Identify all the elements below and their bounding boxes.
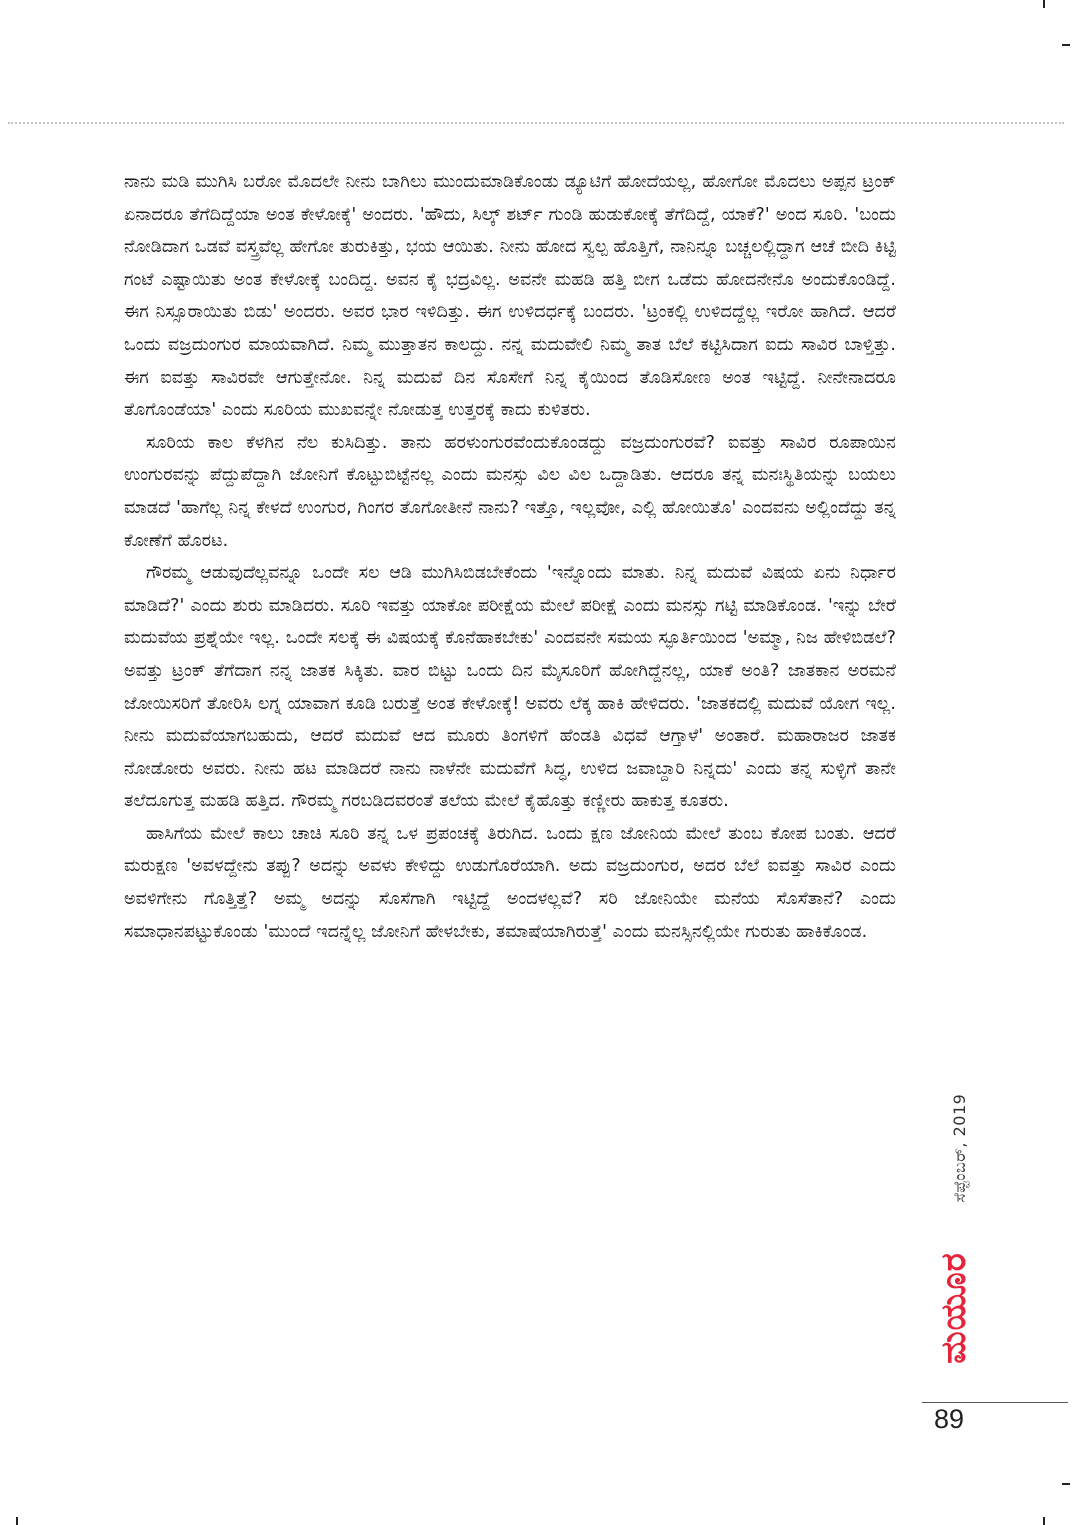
- header-dotted-rule: [8, 122, 1064, 124]
- page-number: 89: [934, 1404, 965, 1434]
- article-paragraph: ಹಾಸಿಗೆಯ ಮೇಲೆ ಕಾಲು ಚಾಚಿ ಸೂರಿ ತನ್ನ ಒಳ ಪ್ರಪಂಚಕ್ಕೆ ತಿರುಗಿದ. ಒಂದು ಕ್ಷಣ ಜೋನಿಯ ಮೇಲೆ ತುಂಬ ಕೋಪ ಬಂತು. ಆದರೆ ಮರುಕ್ಷಣ 'ಅವಳದ್ದೇನು ತಪ್ಪು? ಅದನ್ನು ಅವಳು ಕೇಳಿದ್ದು ಉಡುಗೊರೆಯಾಗಿ. ಅದು ವಜ್ರದುಂಗುರ, ಅದರ ಬೆಲೆ ಐವತ್ತು ಸಾವಿರ ಎಂದು ಅವಳಿಗೇನು ಗೊತ್ತಿತ್ತೆ? ಅಮ್ಮ ಅದನ್ನು ಸೊಸೆಗಾಗಿ ಇಟ್ಟಿದ್ದೆ ಅಂದಳಲ್ಲವೆ? ಸರಿ ಜೋನಿಯೇ ಮನೆಯ ಸೊಸೆತಾನೆ? ಎಂದು ಸಮಾಧಾನಪಟ್ಟುಕೊಂಡು 'ಮುಂದೆ ಇದನ್ನೆಲ್ಲ ಜೋನಿಗೆ ಹೇಳಬೇಕು, ತಮಾಷೆಯಾಗಿರುತ್ತೆ' ಎಂದು ಮನಸ್ಸಿನಲ್ಲಿಯೇ ಗುರುತು ಹಾಕಿಕೊಂಡ.: [124, 823, 896, 942]
- crop-mark-top-right: [1043, 0, 1045, 8]
- crop-mark-top-right-side: [1062, 44, 1070, 46]
- page-number-rule: [922, 1402, 1068, 1403]
- article-paragraph: ಗೌರಮ್ಮ ಆಡುವುದೆಲ್ಲವನ್ನೂ ಒಂದೇ ಸಲ ಆಡಿ ಮುಗಿಸಿಬಿಡಬೇಕೆಂದು 'ಇನ್ನೊಂದು ಮಾತು. ನಿನ್ನ ಮದುವೆ ವಿಷಯ ಏನು ನಿರ್ಧಾರ ಮಾಡಿದೆ?' ಎಂದು ಶುರು ಮಾಡಿದರು. ಸೂರಿ ಇವತ್ತು ಯಾಕೋ ಪರೀಕ್ಷೆಯ ಮೇಲೆ ಪರೀಕ್ಷೆ ಎಂದು ಮನಸ್ಸು ಗಟ್ಟಿ ಮಾಡಿಕೊಂಡ. 'ಇನ್ನು ಬೇರೆ ಮದುವೆಯ ಪ್ರಶ್ನೆಯೇ ಇಲ್ಲ. ಒಂದೇ ಸಲಕ್ಕೆ ಈ ವಿಷಯಕ್ಕೆ ಕೊನೆಹಾಕಬೇಕು' ಎಂದವನೇ ಸಮಯ ಸ್ಫೂರ್ತಿಯಿಂದ 'ಅಮ್ಮಾ, ನಿಜ ಹೇಳಿಬಿಡಲೆ? ಅವತ್ತು ಟ್ರಂಕ್ ತೆಗೆದಾಗ ನನ್ನ ಜಾತಕ ಸಿಕ್ಕಿತು. ವಾರ ಬಿಟ್ಟು ಒಂದು ದಿನ ಮೈಸೂರಿಗೆ ಹೋಗಿದ್ದೆನಲ್ಲ, ಯಾಕೆ ಅಂತಿ? ಜಾತಕಾನ ಅರಮನೆ ಜೋಯಿಸರಿಗೆ ತೋರಿಸಿ ಲಗ್ನ ಯಾವಾಗ ಕೂಡಿ ಬರುತ್ತೆ ಅಂತ ಕೇಳೋಕ್ಕೆ! ಅವರು ಲೆಕ್ಕ ಹಾಕಿ ಹೇಳಿದರು. 'ಜಾತಕದಲ್ಲಿ ಮದುವೆ ಯೋಗ ಇಲ್ಲ. ನೀನು ಮದುವೆಯಾಗಬಹುದು, ಆದರೆ ಮದುವೆ ಆದ ಮೂರು ತಿಂಗಳಿಗೆ ಹೆಂಡತಿ ವಿಧವೆ ಆಗ್ತಾಳೆ' ಅಂತಾರೆ. ಮಹಾರಾಜರ ಜಾತಕ ನೋಡೋರು ಅವರು. ನೀನು ಹಟ ಮಾಡಿದರೆ ನಾನು ನಾಳೆನೇ ಮದುವೆಗೆ ಸಿದ್ಧ, ಉಳಿದ ಜವಾಬ್ದಾರಿ ನಿನ್ನದು' ಎಂದು ತನ್ನ ಸುಳ್ಳಿಗೆ ತಾನೇ ತಲೆದೂಗುತ್ತ ಮಹಡಿ ಹತ್ತಿದ. ಗೌರಮ್ಮ ಗರಬಡಿದವರಂತೆ ತಲೆಯ ಮೇಲೆ ಕೈಹೊತ್ತು ಕಣ್ಣೀರು ಹಾಕುತ್ತ ಕೂತರು.: [124, 563, 896, 812]
- issue-date-text: ಸೆಪ್ಟೆಂಬರ್, 2019: [950, 1093, 969, 1203]
- article-paragraph: ಸೂರಿಯ ಕಾಲ ಕೆಳಗಿನ ನೆಲ ಕುಸಿದಿತ್ತು. ತಾನು ಹರಳುಂಗುರವೆಂದುಕೊಂಡದ್ದು ವಜ್ರದುಂಗುರವೆ? ಐವತ್ತು ಸಾವಿರ ರೂಪಾಯಿನ ಉಂಗುರವನ್ನು ಪೆದ್ದುಪೆದ್ದಾಗಿ ಜೋನಿಗೆ ಕೊಟ್ಟುಬಿಟ್ಟೆನಲ್ಲ ಎಂದು ಮನಸ್ಸು ವಿಲ ವಿಲ ಒದ್ದಾಡಿತು. ಆದರೂ ತನ್ನ ಮನಃಸ್ಥಿತಿಯನ್ನು ಬಯಲು ಮಾಡದೆ 'ಹಾಗೆಲ್ಲ ನಿನ್ನ ಕೇಳದೆ ಉಂಗುರ, ಗಿಂಗರ ತೊಗೋತೀನೆ ನಾನು? ಇತ್ತೊ, ಇಲ್ಲವೋ, ಎಲ್ಲಿ ಹೋಯಿತೊ' ಎಂದವನು ಅಲ್ಲಿಂದೆದ್ದು ತನ್ನ ಕೋಣೆಗೆ ಹೊರಟ.: [124, 432, 896, 551]
- magazine-logo-text: ಮಯೂರ: [934, 1252, 974, 1364]
- article-body: [124, 166, 896, 948]
- article-paragraph: ನಾನು ಮಡಿ ಮುಗಿಸಿ ಬರೋ ಮೊದಲೇ ನೀನು ಬಾಗಿಲು ಮುಂದುಮಾಡಿಕೊಂಡು ಡ್ಯೂಟಿಗೆ ಹೋದೆಯಲ್ಲ, ಹೋಗೋ ಮೊದಲು ಅಪ್ಪನ ಟ್ರಂಕ್ ಏನಾದರೂ ತೆಗೆದಿದ್ದೆಯಾ ಅಂತ ಕೇಳೋಕ್ಕೆ' ಅಂದರು. 'ಹೌದು, ಸಿಲ್ಕ್ ಶರ್ಟ್ ಗುಂಡಿ ಹುಡುಕೋಕ್ಕೆ ತೆಗೆದಿದ್ದೆ, ಯಾಕೆ?' ಅಂದ ಸೂರಿ. 'ಬಂದು ನೋಡಿದಾಗ ಒಡವೆ ವಸ್ತ್ರವೆಲ್ಲ ಹೇಗೋ ತುರುಕಿತ್ತು, ಭಯ ಆಯಿತು. ನೀನು ಹೋದ ಸ್ವಲ್ಪ ಹೊತ್ತಿಗೆ, ನಾನಿನ್ನೂ ಬಚ್ಚಲಲ್ಲಿದ್ದಾಗ ಆಚೆ ಬೀದಿ ಕಿಟ್ಟಿ ಗಂಟೆ ಎಷ್ಟಾಯಿತು ಅಂತ ಕೇಳೋಕ್ಕೆ ಬಂದಿದ್ದ. ಅವನ ಕೈ ಭದ್ರವಿಲ್ಲ. ಅವನೇ ಮಹಡಿ ಹತ್ತಿ ಬೀಗ ಒಡೆದು ಹೋದನೇನೊ ಅಂದುಕೊಂಡಿದ್ದೆ. ಈಗ ನಿಸ್ಸೂರಾಯಿತು ಬಿಡು' ಅಂದರು. ಅವರ ಭಾರ ಇಳಿದಿತ್ತು. ಈಗ ಉಳಿದರ್ಧಕ್ಕೆ ಬಂದರು. 'ಟ್ರಂಕಲ್ಲಿ ಉಳಿದದ್ದೆಲ್ಲ ಇರೋ ಹಾಗಿದೆ. ಆದರೆ ಒಂದು ವಜ್ರದುಂಗುರ ಮಾಯವಾಗಿದೆ. ನಿಮ್ಮ ಮುತ್ತಾತನ ಕಾಲದ್ದು. ನನ್ನ ಮದುವೇಲಿ ನಿಮ್ಮ ತಾತ ಬೆಲೆ ಕಟ್ಟಿಸಿದಾಗ ಐದು ಸಾವಿರ ಬಾಳ್ತಿತ್ತು. ಈಗ ಐವತ್ತು ಸಾವಿರವೇ ಆಗುತ್ತೇನೋ. ನಿನ್ನ ಮದುವೆ ದಿನ ಸೊಸೇಗೆ ನಿನ್ನ ಕೈಯಿಂದ ತೊಡಿಸೋಣ ಅಂತ ಇಟ್ಟಿದ್ದೆ. ನೀನೇನಾದರೂ ತೊಗೊಂಡೆಯಾ' ಎಂದು ಸೂರಿಯ ಮುಖವನ್ನೇ ನೋಡುತ್ತ ಉತ್ತರಕ್ಕೆ ಕಾದು ಕುಳಿತರು.: [124, 172, 896, 421]
- crop-mark-bottom-right: [1043, 1517, 1045, 1525]
- crop-mark-bottom-right-side: [1062, 1483, 1070, 1485]
- crop-mark-bottom-left: [16, 1517, 18, 1525]
